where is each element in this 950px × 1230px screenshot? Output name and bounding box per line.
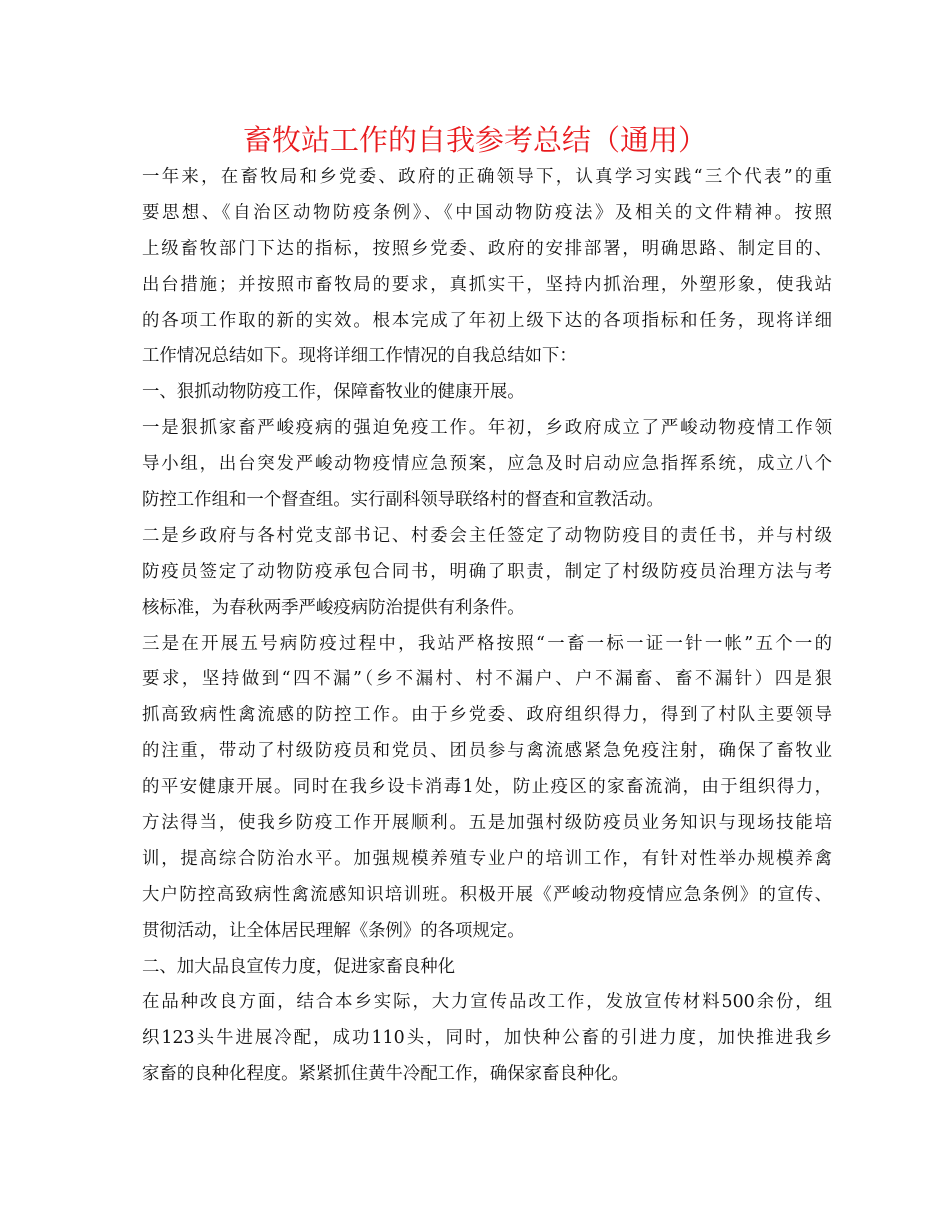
paragraph-line: 一年来，在畜牧局和乡党委、政府的正确领导下，认真学习实践“三个代表”的重 <box>142 167 832 187</box>
paragraph-line: 工作情况总结如下。现将详细工作情况的自我总结如下： <box>142 346 577 367</box>
paragraph-line: 要思想、《自治区动物防疫条例》、《中国动物防疫法》及相关的文件精神。按照 <box>142 202 832 223</box>
paragraph-line: 二是乡政府与各村党支部书记、村委会主任签定了动物防疫目的责任书，并与村级 <box>142 525 832 546</box>
paragraph-line: 织123头牛进展冷配，成功110头，同时，加快种公畜的引进力度，加快推进我乡 <box>142 1028 832 1049</box>
paragraph-line: 出台措施；并按照市畜牧局的要求，真抓实干，坚持内抓治理，外塑形象，使我站 <box>142 274 832 295</box>
paragraph-line: 大户防控高致病性禽流感知识培训班。积极开展《严峻动物疫情应急条例》的宣传、 <box>142 884 832 905</box>
paragraph-line: 的平安健康开展。同时在我乡设卡消毒1处，防止疫区的家畜流淌，由于组织得力， <box>142 777 832 798</box>
paragraph-line: 核标准，为春秋两季严峻疫病防治提供有利条件。 <box>142 597 525 618</box>
paragraph-line: 上级畜牧部门下达的指标，按照乡党委、政府的安排部署，明确思路、制定目的、 <box>142 238 832 259</box>
paragraph-line: 贯彻活动，让全体居民理解《条例》的各项规定。 <box>142 920 525 941</box>
paragraph-line: 在品种改良方面，结合本乡实际，大力宣传品改工作，发放宣传材料500余份，组 <box>142 992 832 1013</box>
document-title: 畜牧站工作的自我参考总结（通用） <box>242 123 707 157</box>
paragraph-line: 防疫员签定了动物防疫承包合同书，明确了职责，制定了村级防疫员治理方法与考 <box>142 561 832 582</box>
paragraph-line: 导小组，出台突发严峻动物疫情应急预案，应急及时启动应急指挥系统，成立八个 <box>142 454 832 475</box>
paragraph-line: 抓高致病性禽流感的防控工作。由于乡党委、政府组织得力，得到了村队主要领导 <box>142 705 832 726</box>
paragraph-line: 的注重，带动了村级防疫员和党员、团员参与禽流感紧急免疫注射，确保了畜牧业 <box>142 741 832 762</box>
paragraph-line: 三是在开展五号病防疫过程中，我站严格按照“一畜一标一证一针一帐”五个一的 <box>142 633 832 654</box>
paragraph-line: 防控工作组和一个督查组。实行副科领导联络村的督查和宣教活动。 <box>142 490 664 511</box>
paragraph-line: 二、加大品良宣传力度，促进家畜良种化 <box>142 956 456 977</box>
paragraph-line: 家畜的良种化程度。紧紧抓住黄牛冷配工作，确保家畜良种化。 <box>142 1064 629 1085</box>
paragraph-line: 的各项工作取的新的实效。根本完成了年初上级下达的各项指标和任务，现将详细 <box>142 310 832 331</box>
paragraph-line: 一、狠抓动物防疫工作，保障畜牧业的健康开展。 <box>142 382 525 403</box>
paragraph-line: 训，提高综合防治水平。加强规模养殖专业户的培训工作，有针对性举办规模养禽 <box>142 848 832 869</box>
document-body <box>142 160 832 1093</box>
paragraph-line: 要求，坚持做到“四不漏”（乡不漏村、村不漏户、户不漏畜、畜不漏针）四是狠 <box>142 669 832 690</box>
paragraph-line: 一是狠抓家畜严峻疫病的强迫免疫工作。年初，乡政府成立了严峻动物疫情工作领 <box>142 418 832 439</box>
paragraph-line: 方法得当，使我乡防疫工作开展顺利。五是加强村级防疫员业务知识与现场技能培 <box>142 813 832 834</box>
